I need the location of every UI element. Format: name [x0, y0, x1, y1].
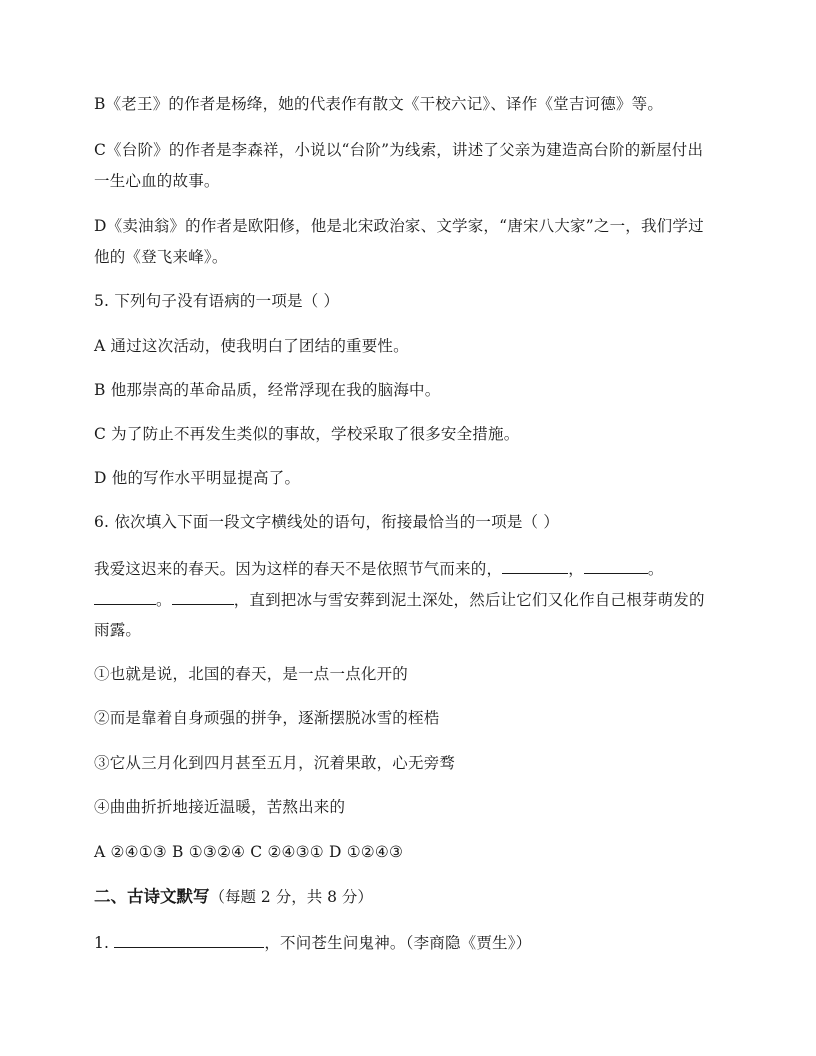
question-5-option-b: B 他那崇高的革命品质，经常浮现在我的脑海中。 — [94, 381, 441, 399]
question-5-stem: 5. 下列句子没有语病的一项是（ ） — [94, 292, 340, 310]
passage-text: ，直到把冰与雪安葬到泥土深处，然后让它们又化作自己根芽萌发的 — [233, 591, 705, 609]
punctuation: ， — [568, 560, 584, 578]
question-6-sentence-3: ③它从三月化到四月甚至五月，沉着果敢，心无旁骛 — [94, 754, 456, 772]
question-6-sentence-2: ②而是靠着自身顽强的拼争，逐渐摆脱冰雪的桎梏 — [94, 709, 440, 727]
question-5-option-a: A 通过这次活动，使我明白了团结的重要性。 — [94, 337, 409, 355]
question-6-answer-options: A ②④①③ B ①③②④ C ②④③① D ①②④③ — [94, 843, 404, 861]
question-6-passage-line3: 雨露。 — [94, 621, 142, 639]
fill-blank[interactable] — [502, 558, 568, 574]
poem-line: ，不问苍生问鬼神。（李商隐《贾生》） — [264, 934, 532, 952]
fill-blank[interactable] — [94, 589, 156, 605]
fill-blank[interactable] — [584, 558, 648, 574]
section-score-note: （每题 2 分，共 8 分） — [209, 888, 373, 906]
question-number: 1. — [94, 934, 115, 952]
fill-blank[interactable] — [172, 589, 234, 605]
option-c-tai-jie-line1: C《台阶》的作者是李森祥，小说以“台阶”为线索，讲述了父亲为建造高台阶的新屋付出 — [94, 141, 704, 159]
fill-blank[interactable] — [114, 932, 264, 948]
option-d-mai-you-weng-line1: D《卖油翁》的作者是欧阳修，他是北宋政治家、文学家，“唐宋八大家”之一，我们学过 — [94, 217, 704, 235]
poetry-question-1 — [94, 932, 531, 953]
passage-text: 我爱这迟来的春天。因为这样的春天不是依照节气而来的， — [94, 560, 503, 578]
section-title: 二、古诗文默写 — [94, 887, 210, 906]
question-6-sentence-1: ①也就是说，北国的春天，是一点一点化开的 — [94, 665, 409, 683]
question-6-sentence-4: ④曲曲折折地接近温暖，苦熬出来的 — [94, 798, 346, 816]
question-6-stem: 6. 依次填入下面一段文字横线处的语句，衔接最恰当的一项是（ ） — [94, 513, 560, 531]
question-6-passage-line1 — [94, 558, 664, 579]
question-5-option-c: C 为了防止不再发生类似的事故，学校采取了很多安全措施。 — [94, 425, 520, 443]
punctuation: 。 — [156, 591, 172, 609]
option-c-tai-jie-line2: 一生心血的故事。 — [94, 172, 220, 190]
section-2-heading — [94, 886, 373, 908]
option-d-mai-you-weng-line2: 他的《登飞来峰》。 — [94, 248, 228, 266]
question-5-option-d: D 他的写作水平明显提高了。 — [94, 469, 301, 487]
option-b-lao-wang: B《老王》的作者是杨绛，她的代表作有散文《干校六记》、译作《堂吉诃德》等。 — [94, 95, 664, 113]
question-6-passage-line2 — [94, 589, 705, 610]
punctuation: 。 — [647, 560, 664, 578]
